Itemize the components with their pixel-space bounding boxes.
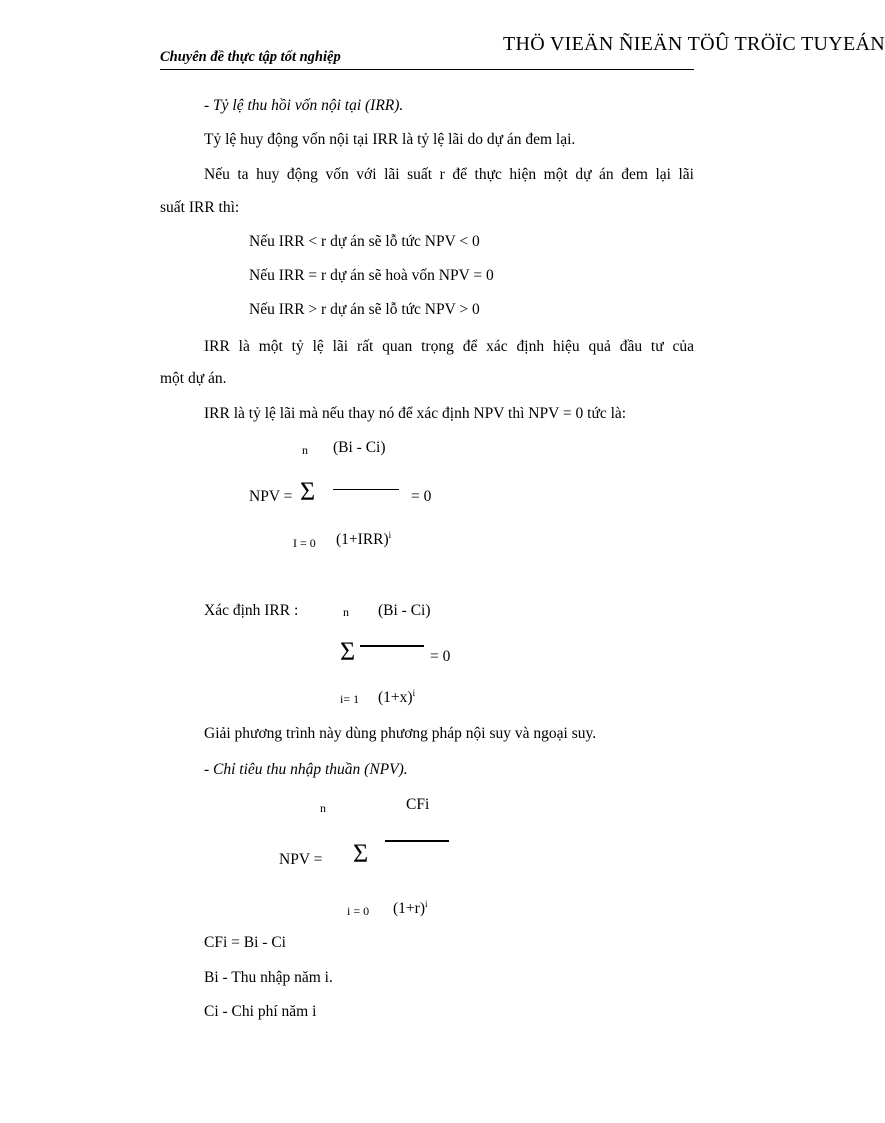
formula1-sigma: Σ [300, 477, 316, 506]
paragraph-irr-importance-line1: IRR là một tỷ lệ lãi rất quan trọng để xác định hiệu quả đầu tư của [204, 338, 694, 355]
formula2-numerator: (Bi - Ci) [378, 602, 431, 619]
formula3-lhs: NPV = [279, 851, 323, 868]
header-rule [160, 69, 694, 70]
header-library-title: THÖ VIEÄN ÑIEÄN TÖÛ TRÖÏC TUYEÁN [503, 33, 885, 55]
formula3-sigma: Σ [353, 839, 369, 868]
formula1-numerator: (Bi - Ci) [333, 439, 386, 456]
irr-heading: - Tỷ lệ thu hồi vốn nội tại (IRR). [204, 97, 404, 114]
definition-ci: Ci - Chi phí năm i [204, 1003, 317, 1020]
formula2-rhs: = 0 [430, 648, 451, 665]
formula2-sigma: Σ [340, 637, 356, 666]
formula1-upper-limit: n [302, 443, 308, 457]
formula2-fraction-bar [360, 645, 424, 647]
paragraph-irr-importance-line2: một dự án. [160, 370, 227, 387]
formula3-lower-limit: i = 0 [347, 904, 370, 918]
paragraph-condition-line1: Nếu ta huy động vốn với lãi suất r để thực hiện một dự án đem lại lãi [204, 166, 694, 183]
formula3-fraction-bar [385, 840, 449, 842]
formula3-upper-limit: n [320, 801, 326, 815]
formula1-denominator: $(1+IRR)^i$ [336, 530, 392, 548]
formula2-denominator: $(1+x)^i$ [378, 688, 416, 706]
condition-irr-less: Nếu IRR < r dự án sẽ lỗ tức NPV < 0 [249, 233, 480, 250]
formula2-upper-limit: n [343, 605, 349, 619]
paragraph-irr-definition: Tỷ lệ huy động vốn nội tại IRR là tỷ lệ lãi do dự án đem lại. [204, 131, 576, 148]
paragraph-irr-npv: IRR là tỷ lệ lãi mà nếu thay nó để xác định NPV thì NPV = 0 tức là: [204, 405, 627, 422]
condition-irr-greater: Nếu IRR > r dự án sẽ lỗ tức NPV > 0 [249, 301, 480, 318]
formula2-label: Xác định IRR : [204, 602, 299, 619]
formula2-lower-limit: i= 1 [340, 692, 360, 706]
formula1-lower-limit: I = 0 [293, 536, 316, 550]
definition-cfi: CFi = Bi - Ci [204, 934, 286, 951]
header-doc-title: Chuyên đề thực tập tốt nghiệp [160, 49, 341, 65]
formula1-lhs: NPV = [249, 488, 293, 505]
condition-irr-equal: Nếu IRR = r dự án sẽ hoà vốn NPV = 0 [249, 267, 494, 284]
formula3-denominator: $(1+r)^i$ [393, 899, 428, 917]
paragraph-solve-method: Giải phương trình này dùng phương pháp nội suy và ngoại suy. [204, 725, 597, 742]
formula3-numerator: CFi [406, 796, 430, 813]
definition-bi: Bi - Thu nhập năm i. [204, 969, 333, 986]
formula1-rhs: = 0 [411, 488, 432, 505]
paragraph-condition-line2: suất IRR thì: [160, 199, 240, 216]
npv-heading: - Chỉ tiêu thu nhập thuần (NPV). [204, 761, 408, 778]
formula1-fraction-bar [333, 489, 399, 490]
